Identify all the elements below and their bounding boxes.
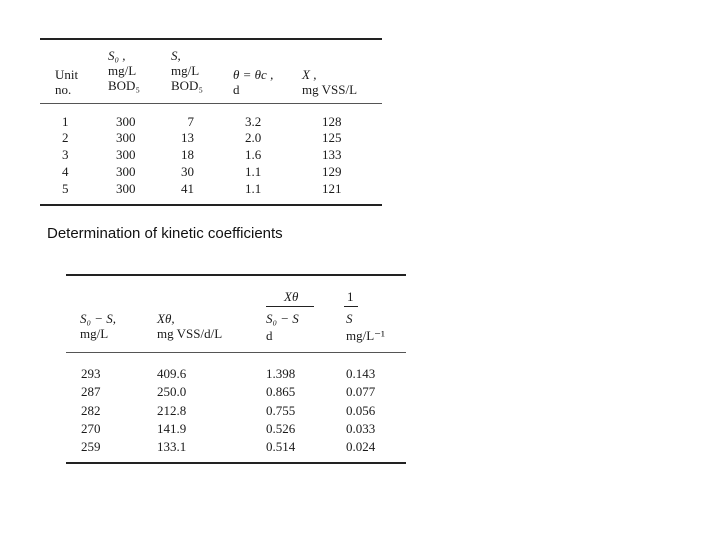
table1-header-theta: θ = θc , d [233,67,274,97]
table1-header-s: S, mg/L BOD₅ [171,48,203,93]
table1-bottom-rule [40,204,382,206]
fraction-bar [266,306,314,307]
table1-header-s0: S₀ , mg/L BOD₅ [108,48,140,93]
table1-header-rule [40,103,382,104]
table2-bottom-rule [66,462,406,464]
table1-top-rule [40,38,382,40]
table1-header-x: X , mg VSS/L [302,67,358,97]
table2-header-s0-minus-s: S₀ − S, mg/L [80,311,117,341]
reciprocal-bar [344,306,358,307]
table1-header-unit: Unit no. [55,67,79,97]
table2-header-rule [66,352,406,353]
table2-top-rule [66,274,406,276]
caption: Determination of kinetic coefficients [47,225,283,242]
table2-header-xtheta: Xθ, mg VSS/d/L [157,311,223,341]
